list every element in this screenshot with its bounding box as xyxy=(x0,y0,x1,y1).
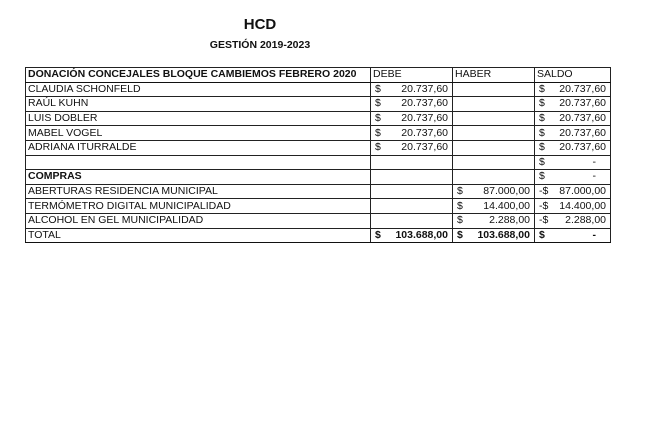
row-debe-amount: 20.737,60 xyxy=(401,126,448,139)
row-debe xyxy=(371,213,453,228)
row-saldo-sign: $ xyxy=(539,97,545,110)
table-row xyxy=(26,184,611,199)
row-saldo-amount: 20.737,60 xyxy=(559,112,606,125)
row-saldo xyxy=(535,213,611,228)
header-saldo: SALDO xyxy=(535,68,611,83)
row-haber xyxy=(453,184,535,199)
table-row xyxy=(26,155,611,170)
row-saldo-sign: $ xyxy=(539,155,545,168)
row-debe-sign: $ xyxy=(375,82,381,95)
row-haber xyxy=(453,97,535,112)
row-saldo-amount: 20.737,60 xyxy=(559,126,606,139)
row-saldo-sign: $ xyxy=(539,112,545,125)
row-concept: ABERTURAS RESIDENCIA MUNICIPAL xyxy=(26,184,371,199)
row-concept: COMPRAS xyxy=(26,170,371,185)
row-haber xyxy=(453,111,535,126)
table-row xyxy=(26,213,611,228)
row-debe-amount: 20.737,60 xyxy=(401,97,448,110)
row-debe-amount: 20.737,60 xyxy=(401,141,448,154)
row-saldo-sign: -$ xyxy=(539,185,549,198)
ledger-table xyxy=(25,67,611,243)
row-concept: MABEL VOGEL xyxy=(26,126,371,141)
total-haber xyxy=(453,228,535,243)
row-haber-sign: $ xyxy=(457,214,463,227)
header-haber: HABER xyxy=(453,68,535,83)
row-saldo xyxy=(535,199,611,214)
total-debe-sign: $ xyxy=(375,228,381,241)
row-haber-sign: $ xyxy=(457,185,463,198)
row-saldo-amount: - xyxy=(592,155,596,168)
row-debe xyxy=(371,111,453,126)
row-concept: RAÚL KUHN xyxy=(26,97,371,112)
row-debe-sign: $ xyxy=(375,97,381,110)
row-saldo-sign: $ xyxy=(539,126,545,139)
table-row xyxy=(26,140,611,155)
row-saldo-amount: 20.737,60 xyxy=(559,82,606,95)
row-haber-sign: $ xyxy=(457,199,463,212)
row-debe xyxy=(371,170,453,185)
row-concept: ALCOHOL EN GEL MUNICIPALIDAD xyxy=(26,213,371,228)
row-saldo xyxy=(535,82,611,97)
row-saldo-sign: $ xyxy=(539,170,545,183)
document-subtitle: GESTIÓN 2019-2023 xyxy=(209,39,311,51)
total-saldo-sign: $ xyxy=(539,228,545,241)
row-debe xyxy=(371,126,453,141)
table-row xyxy=(26,126,611,141)
row-saldo xyxy=(535,126,611,141)
total-debe xyxy=(371,228,453,243)
row-debe-sign: $ xyxy=(375,126,381,139)
row-saldo-sign: $ xyxy=(539,141,545,154)
total-haber-sign: $ xyxy=(457,228,463,241)
document-title: HCD xyxy=(243,16,277,33)
row-debe xyxy=(371,184,453,199)
table-row xyxy=(26,82,611,97)
row-concept: LUIS DOBLER xyxy=(26,111,371,126)
row-haber xyxy=(453,82,535,97)
row-saldo-amount: 87.000,00 xyxy=(559,185,606,198)
row-debe xyxy=(371,82,453,97)
row-debe xyxy=(371,199,453,214)
table-row xyxy=(26,170,611,185)
row-debe-amount: 20.737,60 xyxy=(401,112,448,125)
row-haber-amount: 2.288,00 xyxy=(489,214,530,227)
row-saldo-amount: 20.737,60 xyxy=(559,141,606,154)
header-concept: DONACIÓN CONCEJALES BLOQUE CAMBIEMOS FEBRERO 2020 xyxy=(26,68,371,83)
table-header-row xyxy=(26,68,611,83)
row-debe xyxy=(371,97,453,112)
total-debe-amount: 103.688,00 xyxy=(395,228,448,241)
row-haber xyxy=(453,140,535,155)
row-haber-amount: 14.400,00 xyxy=(483,199,530,212)
total-saldo-amount: - xyxy=(592,228,596,241)
row-saldo-amount: - xyxy=(592,170,596,183)
total-label: TOTAL xyxy=(26,228,371,243)
row-haber xyxy=(453,170,535,185)
row-debe-sign: $ xyxy=(375,141,381,154)
row-haber xyxy=(453,126,535,141)
row-concept xyxy=(26,155,371,170)
row-saldo-amount: 2.288,00 xyxy=(565,214,606,227)
row-debe-sign: $ xyxy=(375,112,381,125)
row-saldo xyxy=(535,155,611,170)
row-saldo-sign: -$ xyxy=(539,214,549,227)
row-saldo-sign: -$ xyxy=(539,199,549,212)
row-concept: ADRIANA ITURRALDE xyxy=(26,140,371,155)
row-haber xyxy=(453,199,535,214)
row-haber-amount: 87.000,00 xyxy=(483,185,530,198)
row-saldo xyxy=(535,184,611,199)
row-saldo xyxy=(535,97,611,112)
total-saldo xyxy=(535,228,611,243)
total-row xyxy=(26,228,611,243)
row-saldo-sign: $ xyxy=(539,82,545,95)
row-concept: TERMÓMETRO DIGITAL MUNICIPALIDAD xyxy=(26,199,371,214)
row-saldo xyxy=(535,170,611,185)
row-debe xyxy=(371,140,453,155)
total-haber-amount: 103.688,00 xyxy=(477,228,530,241)
row-concept: CLAUDIA SCHONFELD xyxy=(26,82,371,97)
table-row xyxy=(26,111,611,126)
row-saldo xyxy=(535,140,611,155)
row-debe-amount: 20.737,60 xyxy=(401,82,448,95)
header-debe: DEBE xyxy=(371,68,453,83)
table-row xyxy=(26,97,611,112)
row-saldo-amount: 14.400,00 xyxy=(559,199,606,212)
row-saldo-amount: 20.737,60 xyxy=(559,97,606,110)
table-row xyxy=(26,199,611,214)
row-saldo xyxy=(535,111,611,126)
row-haber xyxy=(453,155,535,170)
row-debe xyxy=(371,155,453,170)
row-haber xyxy=(453,213,535,228)
